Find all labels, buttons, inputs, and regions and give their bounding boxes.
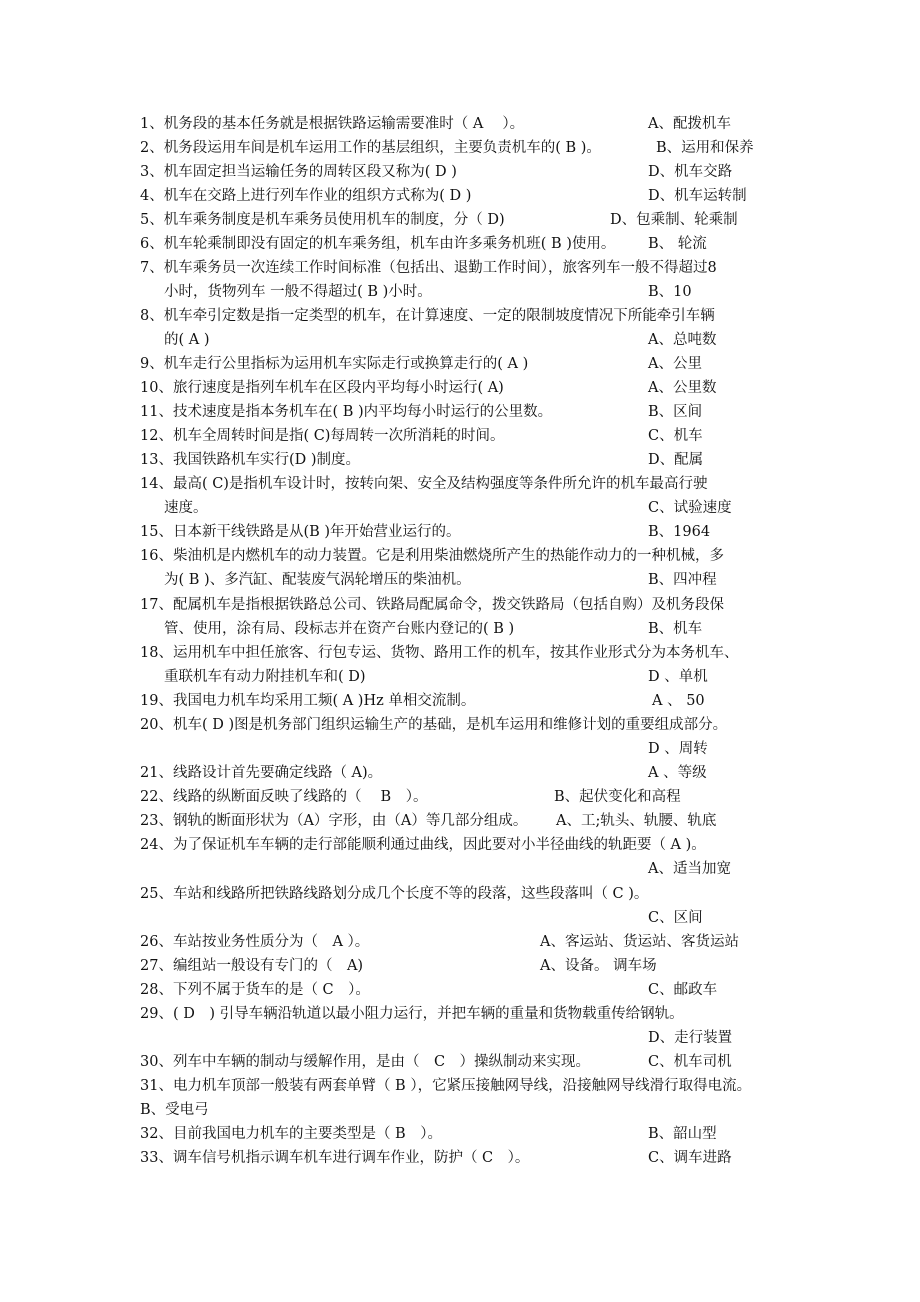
question-7 xyxy=(0,256,920,280)
question-18-continuation: 重联机车有动力附挂机车和( D) xyxy=(164,669,366,685)
question-6-answer: B、 轮流 xyxy=(648,236,707,252)
question-6 xyxy=(0,232,920,256)
question-18 xyxy=(0,641,920,665)
question-22 xyxy=(0,785,920,809)
question-31-continued xyxy=(0,1098,920,1122)
question-16-continued xyxy=(0,568,920,592)
question-27-text: 27、编组站一般设有专门的（ A) xyxy=(140,958,364,974)
question-29-text: 29、( D ) 引导车辆沿轨道以最小阻力运行，并把车辆的重量和货物载重传给钢轨。 xyxy=(140,1006,684,1022)
question-21 xyxy=(0,761,920,785)
question-15-answer: B、1964 xyxy=(648,524,711,540)
question-32-text: 32、目前我国电力机车的主要类型是（ B ）。 xyxy=(140,1126,442,1142)
question-26-text: 26、车站按业务性质分为（ A ）。 xyxy=(140,934,370,950)
question-14-continuation: 速度。 xyxy=(164,500,208,516)
question-2-answer: B、运用和保养 xyxy=(656,140,754,156)
question-32 xyxy=(0,1122,920,1146)
question-22-answer: B、起伏变化和高程 xyxy=(554,789,681,805)
question-3 xyxy=(0,160,920,184)
question-33-answer: C、调车进路 xyxy=(648,1150,732,1166)
question-1 xyxy=(0,112,920,136)
question-26 xyxy=(0,930,920,954)
question-24 xyxy=(0,833,920,857)
question-25 xyxy=(0,882,920,906)
question-9-answer: A、公里 xyxy=(648,356,702,372)
question-3-text: 3、机车固定担当运输任务的周转区段又称为( D ) xyxy=(140,164,457,180)
question-8 xyxy=(0,304,920,328)
question-25-answer: C、区间 xyxy=(648,910,703,926)
question-1-text: 1、机务段的基本任务就是根据铁路运输需要准时（ A ）。 xyxy=(140,116,525,132)
question-9-text: 9、机车走行公里指标为运用机车实际走行或换算走行的( A ) xyxy=(140,356,529,372)
question-7-continuation: 小时，货物列车 一般不得超过( B )小时。 xyxy=(164,284,432,300)
question-7-text: 7、机车乘务员一次连续工作时间标准（包括出、退勤工作时间），旅客列车一般不得超过8 xyxy=(140,260,717,276)
question-19 xyxy=(0,689,920,713)
question-2-text: 2、机务段运用车间是机车运用工作的基层组织，主要负责机车的( B )。 xyxy=(140,140,601,156)
question-8-continuation: 的( A ) xyxy=(164,332,210,348)
question-11-answer: B、区间 xyxy=(648,404,703,420)
question-27 xyxy=(0,954,920,978)
question-24-answer: A、适当加宽 xyxy=(648,861,731,877)
question-25-continued xyxy=(0,906,920,930)
question-10-text: 10、旅行速度是指列车机车在区段内平均每小时运行( A) xyxy=(140,380,504,396)
question-24-text: 24、为了保证机车车辆的走行部能顺利通过曲线，因此要对小半径曲线的轨距要（ A )。 xyxy=(140,837,706,853)
question-29 xyxy=(0,1002,920,1026)
question-16-text: 16、柴油机是内燃机车的动力装置。它是利用柴油燃烧所产生的热能作动力的一种机械，多 xyxy=(140,548,724,564)
question-17 xyxy=(0,593,920,617)
question-16 xyxy=(0,544,920,568)
question-13-text: 13、我国铁路机车实行(D )制度。 xyxy=(140,452,360,468)
question-20-answer: D 、周转 xyxy=(648,741,708,757)
question-14-answer: C、试验速度 xyxy=(648,500,732,516)
question-19-text: 19、我国电力机车均采用工频( A )Hz 单相交流制。 xyxy=(140,693,476,709)
question-16-continuation: 为( B )、多汽缸、配装废气涡轮增压的柴油机。 xyxy=(164,572,471,588)
question-14-text: 14、最高( C)是指机车设计时，按转向架、安全及结构强度等条件所允许的机车最高行驶 xyxy=(140,476,708,492)
question-14 xyxy=(0,472,920,496)
question-14-continued xyxy=(0,496,920,520)
question-20-text: 20、机车( D )图是机务部门组织运输生产的基础，是机车运用和维修计划的重要组成部分。 xyxy=(140,717,728,733)
question-29-continued xyxy=(0,1026,920,1050)
question-1-answer: A、配拨机车 xyxy=(648,116,731,132)
question-15-text: 15、日本新干线铁路是从(B )年开始营业运行的。 xyxy=(140,524,461,540)
question-4-text: 4、机车在交路上进行列车作业的组织方式称为( D ) xyxy=(140,188,472,204)
question-29-answer: D、走行装置 xyxy=(648,1030,733,1046)
question-28 xyxy=(0,978,920,1002)
question-19-answer: A 、 50 xyxy=(652,693,705,709)
question-24-continued xyxy=(0,857,920,881)
question-5-text: 5、机车乘务制度是机车乘务员使用机车的制度，分（ D) xyxy=(140,212,505,228)
question-18-text: 18、运用机车中担任旅客、行包专运、货物、路用工作的机车，按其作业形式分为本务机车、 xyxy=(140,645,739,661)
question-5 xyxy=(0,208,920,232)
question-13-answer: D、配属 xyxy=(648,452,704,468)
question-10-answer: A、公里数 xyxy=(648,380,717,396)
question-31-answer: B、受电弓 xyxy=(140,1102,209,1118)
question-17-continuation: 管、使用，涂有局、段标志并在资产台账内登记的( B ) xyxy=(164,621,515,637)
question-18-answer: D 、单机 xyxy=(648,669,708,685)
question-10 xyxy=(0,376,920,400)
question-23-text: 23、钢轨的断面形状为（A）字形，由（A）等几部分组成。 xyxy=(140,813,528,829)
question-21-text: 21、线路设计首先要确定线路（ A)。 xyxy=(140,765,383,781)
question-25-text: 25、车站和线路所把铁路线路划分成几个长度不等的段落，这些段落叫（ C )。 xyxy=(140,886,649,902)
question-17-answer: B、机车 xyxy=(648,621,703,637)
question-11 xyxy=(0,400,920,424)
question-4-answer: D、机车运转制 xyxy=(648,188,747,204)
question-26-answer: A、客运站、货运站、客货运站 xyxy=(540,934,739,950)
question-33 xyxy=(0,1146,920,1170)
question-13 xyxy=(0,448,920,472)
question-23-answer: A、工;轨头、轨腰、轨底 xyxy=(556,813,717,829)
question-3-answer: D、机车交路 xyxy=(648,164,733,180)
question-21-answer: A 、等级 xyxy=(648,765,707,781)
question-33-text: 33、调车信号机指示调车机车进行调车作业，防护（ C ）。 xyxy=(140,1150,530,1166)
question-22-text: 22、线路的纵断面反映了线路的（ B ）。 xyxy=(140,789,428,805)
question-28-answer: C、邮政车 xyxy=(648,982,718,998)
question-20 xyxy=(0,713,920,737)
question-5-answer: D、包乘制、轮乘制 xyxy=(610,212,738,228)
question-18-continued xyxy=(0,665,920,689)
question-30-answer: C、机车司机 xyxy=(648,1054,732,1070)
question-30-text: 30、列车中车辆的制动与缓解作用，是由（ C ）操纵制动来实现。 xyxy=(140,1054,591,1070)
question-7-continued xyxy=(0,280,920,304)
question-31 xyxy=(0,1074,920,1098)
question-32-answer: B、韶山型 xyxy=(648,1126,717,1142)
question-16-answer: B、四冲程 xyxy=(648,572,717,588)
question-6-text: 6、机车轮乘制即没有固定的机车乘务组，机车由许多乘务机班( B )使用。 xyxy=(140,236,616,252)
question-4 xyxy=(0,184,920,208)
question-31-text: 31、电力机车顶部一般装有两套单臂（ B ），它紧压接触网导线，沿接触网导线滑行取得电流。 xyxy=(140,1078,752,1094)
question-8-continued xyxy=(0,328,920,352)
question-8-answer: A、总吨数 xyxy=(648,332,717,348)
question-12-answer: C、机车 xyxy=(648,428,703,444)
question-27-answer: A、设备。 调车场 xyxy=(540,958,657,974)
question-17-continued xyxy=(0,617,920,641)
question-12 xyxy=(0,424,920,448)
question-15 xyxy=(0,520,920,544)
question-9 xyxy=(0,352,920,376)
question-8-text: 8、机车牵引定数是指一定类型的机车，在计算速度、一定的限制坡度情况下所能牵引车辆 xyxy=(140,308,715,324)
question-12-text: 12、机车全周转时间是指( C)每周转一次所消耗的时间。 xyxy=(140,428,505,444)
question-23 xyxy=(0,809,920,833)
question-17-text: 17、配属机车是指根据铁路总公司、铁路局配属命令，拨交铁路局（包括自购）及机务段保 xyxy=(140,597,724,613)
question-30 xyxy=(0,1050,920,1074)
question-2 xyxy=(0,136,920,160)
question-7-answer: B、10 xyxy=(648,284,692,300)
question-11-text: 11、技术速度是指本务机车在( B )内平均每小时运行的公里数。 xyxy=(140,404,553,420)
question-20-continued xyxy=(0,737,920,761)
question-28-text: 28、下列不属于货车的是（ C ）。 xyxy=(140,982,370,998)
